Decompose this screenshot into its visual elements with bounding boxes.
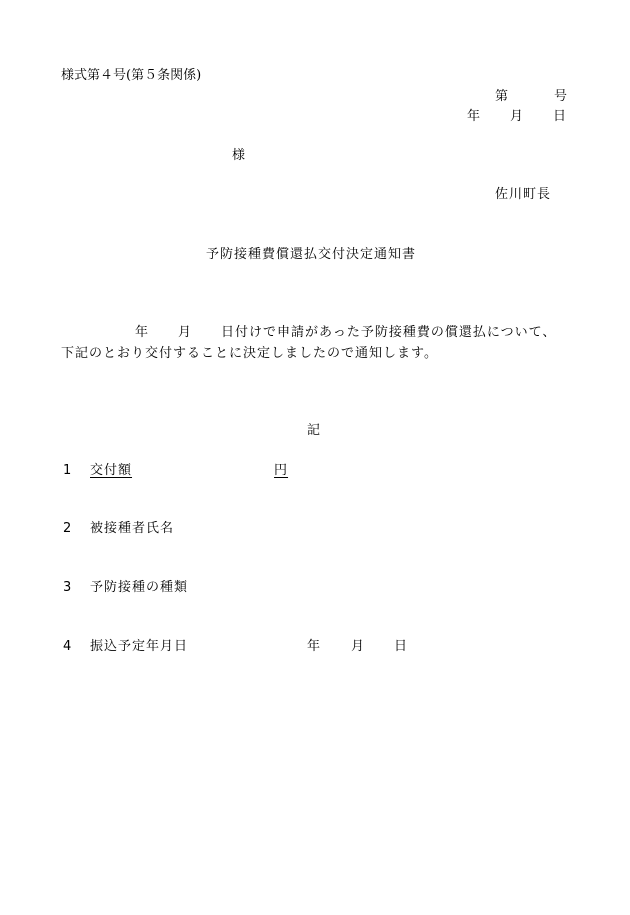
addressee-honorific: 様 <box>232 148 246 163</box>
item-1-unit: 円 <box>274 463 289 478</box>
issue-date-month: 月 <box>510 109 524 124</box>
transfer-date-day: 日 <box>394 639 408 654</box>
item-2-label: 被接種者氏名 <box>90 521 175 536</box>
document-number-suffix: 号 <box>554 89 568 104</box>
item-4-number: 4 <box>63 639 72 654</box>
item-1-number: 1 <box>63 463 72 478</box>
item-3-number: 3 <box>63 580 72 595</box>
item-1-label: 交付額 <box>90 463 133 478</box>
body-line-1: 日付けで申請があった予防接種費の償還払について、 <box>221 325 557 340</box>
body-year: 年 <box>135 325 149 340</box>
ki-heading: 記 <box>307 423 321 438</box>
item-1-amount-line <box>90 464 288 477</box>
body-line-2: 下記のとおり交付することに決定しましたので通知します。 <box>61 346 438 361</box>
issue-date-year: 年 <box>467 109 481 124</box>
document-number-prefix: 第 <box>495 89 509 104</box>
document-title: 予防接種費償還払交付決定通知書 <box>206 247 417 262</box>
transfer-date-month: 月 <box>351 639 365 654</box>
sender-name: 佐川町長 <box>495 187 552 202</box>
item-4-label: 振込予定年月日 <box>90 639 189 654</box>
transfer-date-year: 年 <box>307 639 321 654</box>
form-label: 様式第４号(第５条関係) <box>61 68 202 83</box>
body-month: 月 <box>178 325 192 340</box>
item-3-label: 予防接種の種類 <box>90 580 189 595</box>
item-2-number: 2 <box>63 521 72 536</box>
amount-blank <box>132 464 274 477</box>
issue-date-day: 日 <box>553 109 567 124</box>
